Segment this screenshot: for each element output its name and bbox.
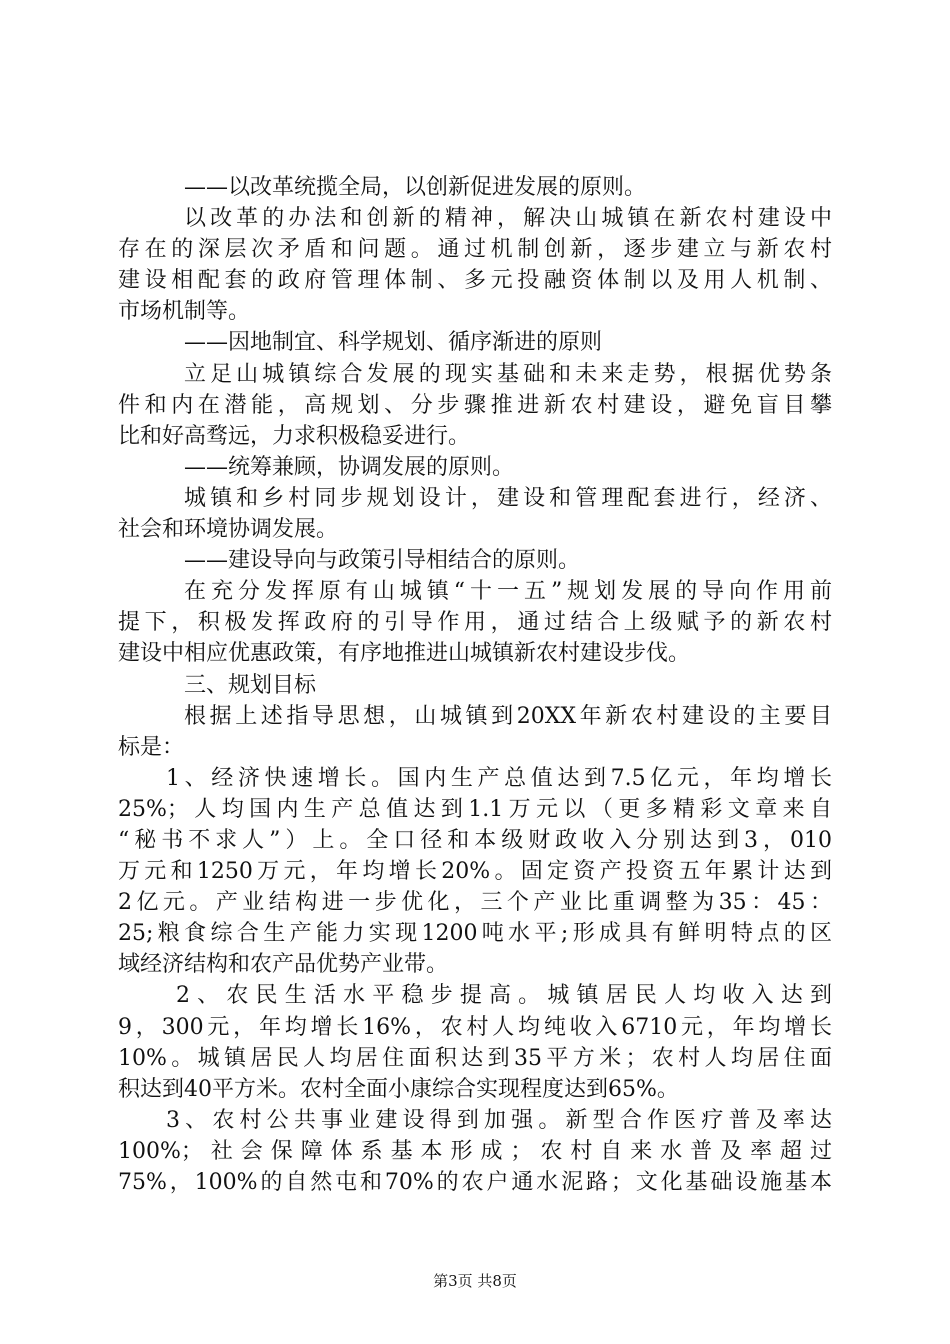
paragraph-line: 城镇和乡村同步规划设计，建设和管理配套进行，经济、 [184, 485, 832, 511]
goal-item-living-standard: 2、农民生活水平稳步提高。城镇居民人均收入达到 [176, 983, 832, 1009]
principle-heading-local: ——因地制宜、科学规划、循序渐进的原则 [184, 330, 603, 356]
paragraph-line: 提下，积极发挥政府的引导作用，通过结合上级赋予的新农村 [118, 610, 832, 636]
paragraph-line: 25;粮食综合生产能力实现1200吨水平;形成具有鲜明特点的区 [118, 921, 832, 947]
page-footer: 第3页 共8页 [433, 1272, 517, 1290]
paragraph-line: 社会和环境协调发展。 [118, 517, 339, 543]
principle-heading-coordination: ——统筹兼顾，协调发展的原则。 [184, 454, 515, 480]
paragraph-line: 积达到40平方米。农村全面小康综合实现程度达到65%。 [118, 1076, 679, 1102]
paragraph-line: 以改革的办法和创新的精神，解决山城镇在新农村建设中 [184, 206, 832, 232]
paragraph-line: 市场机制等。 [118, 299, 251, 325]
paragraph-line: 75%，100%的自然屯和70%的农户通水泥路；文化基础设施基本 [118, 1170, 832, 1195]
paragraph-line: 100%；社会保障体系基本形成；农村自来水普及率超过 [118, 1138, 832, 1164]
goal-item-public-services: 3、农村公共事业建设得到加强。新型合作医疗普及率达 [166, 1107, 832, 1133]
section-heading-goals: 三、规划目标 [184, 672, 317, 698]
principle-heading-reform: ——以改革统揽全局，以创新促进发展的原则。 [184, 175, 647, 200]
paragraph-line: 建设中相应优惠政策，有序地推进山城镇新农村建设步伐。 [118, 641, 691, 667]
document-body [118, 172, 832, 1198]
paragraph-line: 标是： [118, 734, 185, 760]
paragraph-line: 2亿元。产业结构进一步优化，三个产业比重调整为35：45： [118, 890, 832, 916]
paragraph-line: 存在的深层次矛盾和问题。通过机制创新，逐步建立与新农村 [118, 237, 832, 263]
paragraph-line: 建设相配套的政府管理体制、多元投融资体制以及用人机制、 [118, 268, 832, 294]
paragraph-line: 25%；人均国内生产总值达到1.1万元以（更多精彩文章来自 [118, 796, 832, 822]
goal-item-economy: 1、经济快速增长。国内生产总值达到7.5亿元，年均增长 [166, 765, 832, 791]
paragraph-line: 10%。城镇居民人均居住面积达到35平方米；农村人均居住面 [118, 1045, 832, 1071]
principle-heading-policy: ——建设导向与政策引导相结合的原则。 [184, 548, 581, 574]
paragraph-line: 根据上述指导思想，山城镇到20XX年新农村建设的主要目 [184, 703, 832, 729]
paragraph-line: 9，300元，年均增长16%，农村人均纯收入6710元，年均增长 [118, 1014, 832, 1040]
paragraph-line: 万元和1250万元，年均增长20%。固定资产投资五年累计达到 [118, 859, 832, 885]
paragraph-line: 件和内在潜能，高规划、分步骤推进新农村建设，避免盲目攀 [118, 392, 832, 418]
paragraph-line: 比和好高骛远，力求积极稳妥进行。 [118, 423, 471, 449]
paragraph-line: 在充分发挥原有山城镇“十一五”规划发展的导向作用前 [184, 579, 832, 605]
paragraph-line: 立足山城镇综合发展的现实基础和未来走势，根据优势条 [184, 361, 832, 387]
paragraph-line: 域经济结构和农产品优势产业带。 [118, 952, 449, 978]
paragraph-line: “秘书不求人”）上。全口径和本级财政收入分别达到3，010 [118, 827, 832, 853]
